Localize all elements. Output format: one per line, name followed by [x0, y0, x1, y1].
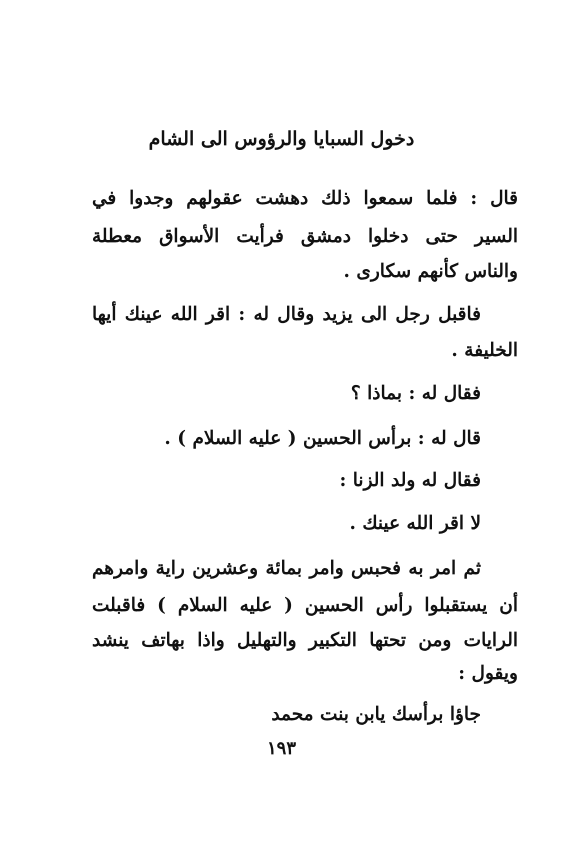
text-line-14: جاؤا برأسك يابن بنت محمد	[271, 704, 481, 725]
text-line-4: فاقبل رجل الى يزيد وقال له : اقر الله عينك أيها	[92, 304, 481, 325]
text-line-8: فقال له ولد الزنا :	[339, 470, 481, 491]
page-number: ١٩٣	[266, 738, 296, 759]
text-line-6: فقال له : بماذا ؟	[350, 383, 481, 404]
text-line-10: ثم امر به فحبس وامر بمائة وعشرين راية وامرهم	[92, 558, 481, 579]
text-line-5: الخليفة .	[451, 340, 518, 361]
text-line-1: قال : فلما سمعوا ذلك دهشت عقولهم وجدوا في	[92, 188, 518, 209]
text-line-9: لا اقر الله عينك .	[349, 513, 481, 534]
text-line-11: أن يستقبلوا رأس الحسين ( عليه السلام ) فاقبلت	[92, 595, 518, 616]
text-line-7: قال له : برأس الحسين ( عليه السلام ) .	[164, 428, 481, 449]
text-line-12: الرايات ومن تحتها التكبير والتهليل واذا بهاتف ينشد	[92, 630, 518, 651]
text-line-3: والناس كأنهم سكارى .	[343, 261, 518, 282]
text-line-2: السير حتى دخلوا دمشق فرأيت الأسواق معطلة	[92, 226, 518, 247]
text-line-13: ويقول :	[458, 663, 518, 684]
page-title: دخول السبايا والرؤوس الى الشام	[148, 128, 415, 150]
